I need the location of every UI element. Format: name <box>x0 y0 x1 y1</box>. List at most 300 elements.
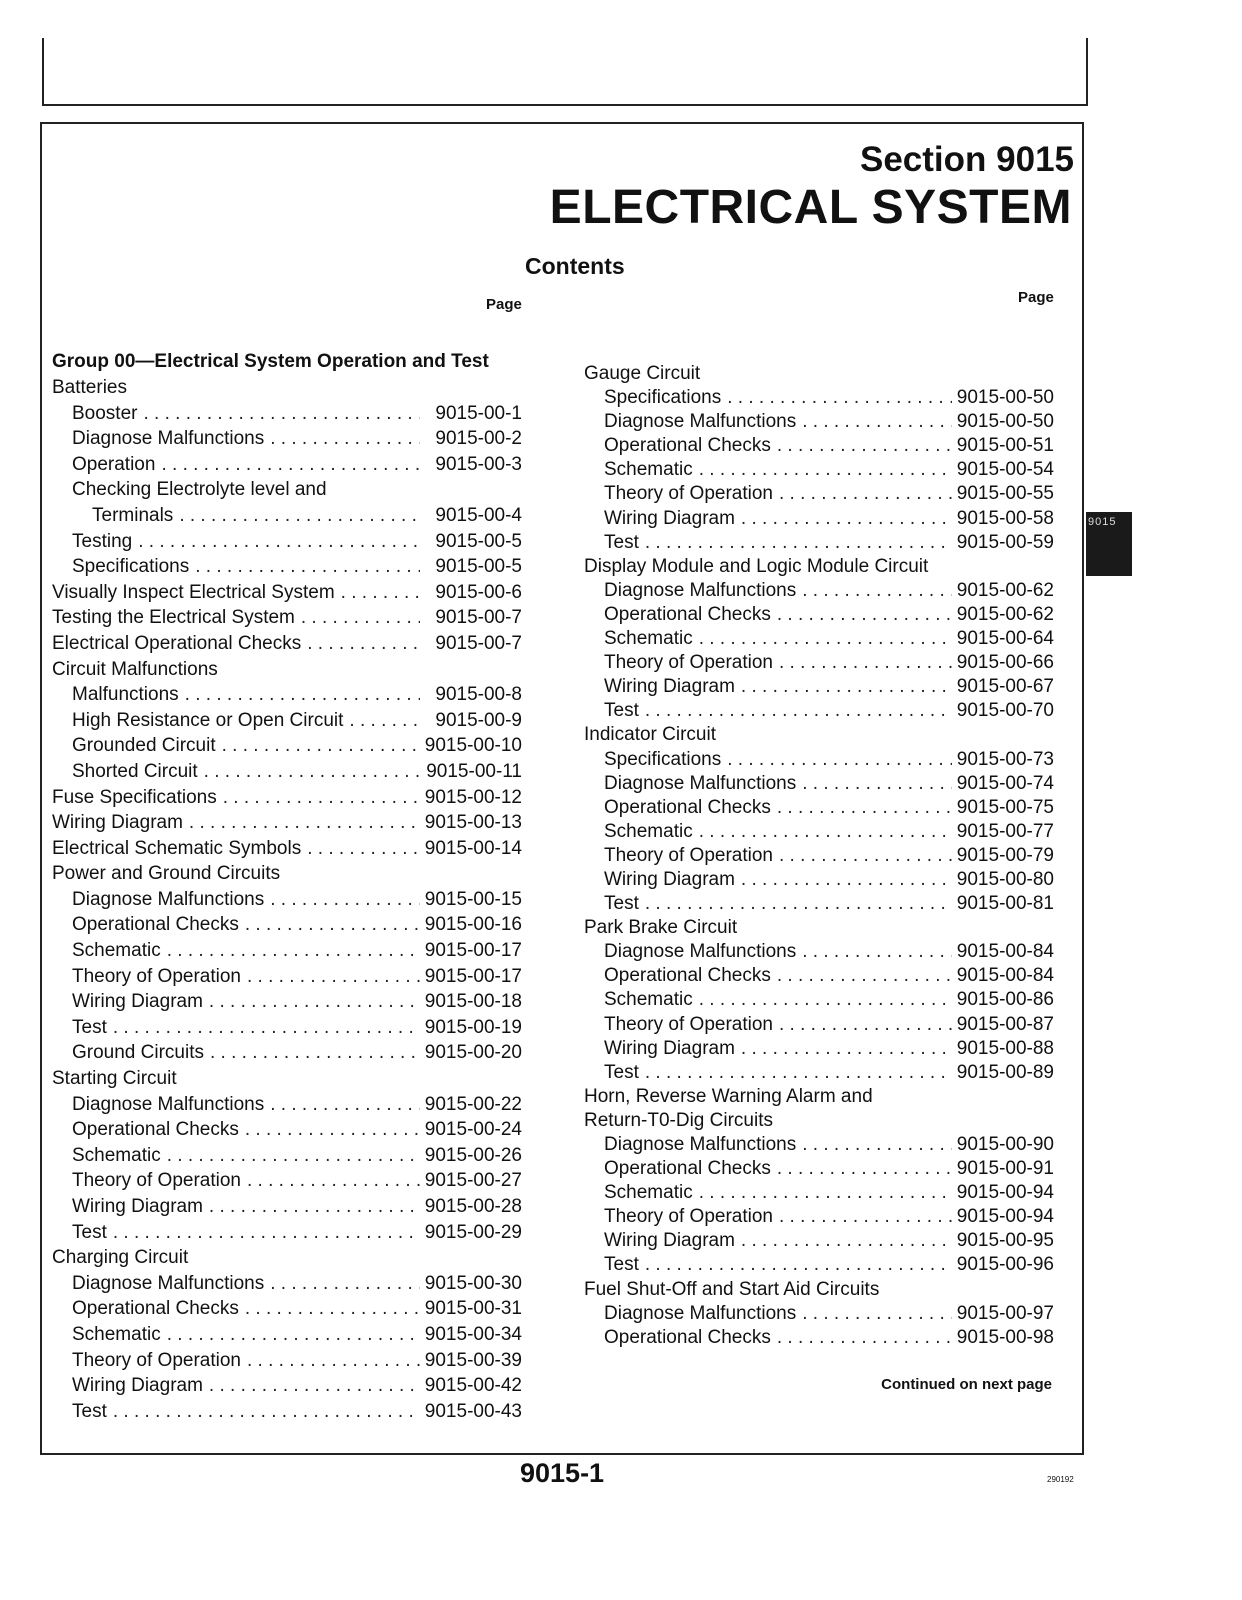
toc-entry-title: Diagnose Malfunctions <box>72 428 265 450</box>
page-number: 9015-1 <box>520 1458 605 1488</box>
toc-entry-page: 9015-00-8 <box>435 684 522 706</box>
toc-entry-title: Operational Checks <box>72 1119 239 1141</box>
toc-entry <box>52 785 522 811</box>
dot-leader <box>173 503 420 529</box>
toc-entry-page: 9015-00-55 <box>956 483 1054 505</box>
toc-entry <box>52 708 522 734</box>
dot-leader <box>264 426 420 452</box>
toc-entry-title: Charging Circuit <box>52 1247 189 1269</box>
toc-entry <box>584 1253 1054 1277</box>
dot-leader <box>773 482 952 506</box>
toc-entry <box>52 810 522 836</box>
toc-entry-title: Diagnose Malfunctions <box>604 772 797 794</box>
toc-entry <box>52 964 522 990</box>
dot-leader <box>179 682 420 708</box>
toc-entry-page: 9015-00-5 <box>435 530 522 552</box>
toc-entry-title: Electrical Operational Checks <box>52 632 302 654</box>
toc-entry-title: Diagnose Malfunctions <box>72 1272 265 1294</box>
dot-leader <box>343 708 420 734</box>
toc-entry-title: Operational Checks <box>72 914 239 936</box>
toc-entry <box>52 733 522 759</box>
dot-leader <box>693 458 952 482</box>
dot-leader <box>198 759 420 785</box>
toc-entry <box>584 1205 1054 1229</box>
toc-entry-title: Wiring Diagram <box>604 507 735 529</box>
toc-entry-title: Starting Circuit <box>52 1068 177 1090</box>
toc-entry <box>52 759 522 785</box>
dot-leader <box>639 699 952 723</box>
toc-entry <box>584 940 1054 964</box>
toc-entry-page: 9015-00-91 <box>956 1158 1054 1180</box>
toc-right-column <box>584 362 1054 1350</box>
toc-entry <box>52 580 522 606</box>
toc-entry-title: Visually Inspect Electrical System <box>52 581 335 603</box>
toc-entry-page: 9015-00-4 <box>435 504 522 526</box>
toc-entry-title: Test <box>72 1400 107 1422</box>
toc-entry <box>52 887 522 913</box>
dot-leader <box>264 887 420 913</box>
dot-leader <box>107 1399 420 1425</box>
toc-entry-page: 9015-00-94 <box>956 1206 1054 1228</box>
toc-entry <box>584 627 1054 651</box>
toc-entry <box>52 1271 522 1297</box>
toc-entry <box>584 892 1054 916</box>
toc-entry-title: Shorted Circuit <box>72 760 198 782</box>
dot-leader <box>735 507 952 531</box>
toc-entry <box>584 1037 1054 1061</box>
toc-entry <box>584 988 1054 1012</box>
dot-leader <box>771 796 952 820</box>
toc-entry <box>584 458 1054 482</box>
dot-leader <box>161 1322 420 1348</box>
toc-entry <box>584 482 1054 506</box>
dot-leader <box>301 836 420 862</box>
toc-entry-title: Operational Checks <box>72 1298 239 1320</box>
toc-entry-title: Theory of Operation <box>72 965 241 987</box>
toc-entry <box>584 507 1054 531</box>
toc-entry-title: Schematic <box>604 1182 693 1204</box>
toc-entry-page: 9015-00-22 <box>424 1093 522 1115</box>
toc-entry <box>584 1302 1054 1326</box>
toc-entry-page: 9015-00-12 <box>424 786 522 808</box>
toc-entry-title: Testing the Electrical System <box>52 607 295 629</box>
toc-entry-title: Operational Checks <box>604 1158 771 1180</box>
dot-leader <box>693 627 952 651</box>
toc-entry-title: Diagnose Malfunctions <box>604 941 797 963</box>
toc-entry <box>584 844 1054 868</box>
toc-entry-title: Theory of Operation <box>72 1170 241 1192</box>
dot-leader <box>264 1271 420 1297</box>
toc-entry <box>584 1061 1054 1085</box>
dot-leader <box>796 579 952 603</box>
toc-entry <box>584 410 1054 434</box>
toc-entry <box>52 554 522 580</box>
section-side-tab <box>1086 512 1132 576</box>
toc-entry-page: 9015-00-75 <box>956 796 1054 818</box>
dot-leader <box>639 1253 952 1277</box>
section-title: ELECTRICAL SYSTEM <box>549 181 1072 234</box>
toc-entry-title: Malfunctions <box>72 684 179 706</box>
toc-entry <box>584 651 1054 675</box>
toc-entry-page: 9015-00-86 <box>956 989 1054 1011</box>
toc-entry-title: Indicator Circuit <box>584 724 716 746</box>
toc-entry <box>52 861 522 887</box>
toc-entry <box>584 362 1054 386</box>
dot-leader <box>239 1296 420 1322</box>
toc-entry-title: Theory of Operation <box>604 844 773 866</box>
dot-leader <box>239 912 420 938</box>
dot-leader <box>295 605 420 631</box>
toc-entry-page: 9015-00-73 <box>956 748 1054 770</box>
dot-leader <box>693 988 952 1012</box>
toc-entry-title: Test <box>72 1221 107 1243</box>
toc-entry <box>584 386 1054 410</box>
toc-entry-page: 9015-00-42 <box>424 1375 522 1397</box>
dot-leader <box>796 940 952 964</box>
toc-entry <box>584 796 1054 820</box>
toc-entry-page: 9015-00-2 <box>435 428 522 450</box>
toc-entry <box>52 836 522 862</box>
toc-entry-page: 9015-00-87 <box>956 1013 1054 1035</box>
dot-leader <box>335 580 420 606</box>
dot-leader <box>216 733 420 759</box>
toc-entry <box>52 477 522 503</box>
toc-entry-page: 9015-00-43 <box>424 1400 522 1422</box>
dot-leader <box>241 964 420 990</box>
toc-entry-title: Test <box>604 531 639 553</box>
toc-entry-title: Ground Circuits <box>72 1042 204 1064</box>
toc-entry <box>52 605 522 631</box>
toc-entry-title: Horn, Reverse Warning Alarm and <box>584 1085 873 1107</box>
toc-entry-page: 9015-00-39 <box>424 1349 522 1371</box>
toc-entry-title: Theory of Operation <box>604 652 773 674</box>
toc-entry-title: Display Module and Logic Module Circuit <box>584 555 929 577</box>
toc-entry-title: Operational Checks <box>604 1326 771 1348</box>
dot-leader <box>796 1133 952 1157</box>
toc-entry-page: 9015-00-88 <box>956 1037 1054 1059</box>
toc-entry <box>52 1015 522 1041</box>
toc-entry-title: Fuse Specifications <box>52 786 217 808</box>
toc-entry <box>52 989 522 1015</box>
toc-entry-page: 9015-00-16 <box>424 914 522 936</box>
toc-entry <box>584 579 1054 603</box>
toc-entry-title: Gauge Circuit <box>584 363 701 384</box>
toc-entry-page: 9015-00-67 <box>956 676 1054 698</box>
toc-entry-title: Wiring Diagram <box>604 676 735 698</box>
page-column-header-right: Page <box>1018 289 1054 306</box>
toc-entry <box>52 1348 522 1374</box>
toc-entry-title: Fuel Shut-Off and Start Aid Circuits <box>584 1278 880 1300</box>
toc-entry <box>52 1322 522 1348</box>
toc-entry <box>52 631 522 657</box>
toc-entry-title: Batteries <box>52 377 127 398</box>
toc-entry <box>52 1168 522 1194</box>
toc-entry-title: Theory of Operation <box>604 483 773 505</box>
dot-leader <box>161 1143 420 1169</box>
dot-leader <box>155 452 420 478</box>
toc-entry <box>52 1373 522 1399</box>
toc-entry-title: Wiring Diagram <box>72 1375 203 1397</box>
toc-entry-title: Testing <box>72 530 133 552</box>
toc-entry-title: Schematic <box>604 989 693 1011</box>
dot-leader <box>771 964 952 988</box>
toc-entry <box>584 1133 1054 1157</box>
toc-left-entries <box>52 375 522 1424</box>
toc-entry-title: Diagnose Malfunctions <box>604 411 797 433</box>
toc-entry <box>52 912 522 938</box>
dot-leader <box>771 434 952 458</box>
toc-entry <box>52 1092 522 1118</box>
toc-entry-page: 9015-00-62 <box>956 579 1054 601</box>
toc-entry-title: Wiring Diagram <box>72 991 203 1013</box>
dot-leader <box>771 1157 952 1181</box>
toc-entry <box>584 699 1054 723</box>
toc-entry-page: 9015-00-70 <box>956 700 1054 722</box>
toc-entry-page: 9015-00-5 <box>435 556 522 578</box>
toc-entry-page: 9015-00-59 <box>956 531 1054 553</box>
toc-entry <box>52 452 522 478</box>
dot-leader <box>301 631 420 657</box>
toc-entry <box>584 1181 1054 1205</box>
toc-entry <box>584 868 1054 892</box>
toc-entry <box>52 375 522 401</box>
toc-entry <box>52 1296 522 1322</box>
dot-leader <box>203 1373 420 1399</box>
toc-entry-title: Schematic <box>604 820 693 842</box>
toc-entry-title: Theory of Operation <box>604 1206 773 1228</box>
toc-entry <box>52 938 522 964</box>
contents-heading: Contents <box>525 253 625 279</box>
toc-entry-title: Schematic <box>604 628 693 650</box>
toc-entry <box>584 603 1054 627</box>
toc-entry-page: 9015-00-13 <box>424 812 522 834</box>
toc-entry-page: 9015-00-3 <box>435 453 522 475</box>
toc-entry-page: 9015-00-97 <box>956 1302 1054 1324</box>
toc-entry-title: Operational Checks <box>604 435 771 457</box>
toc-entry <box>52 529 522 555</box>
toc-entry <box>52 1143 522 1169</box>
toc-entry-title: Test <box>604 1061 639 1083</box>
toc-right-entries <box>584 362 1054 1350</box>
toc-entry-title: Checking Electrolyte level and <box>72 479 327 501</box>
toc-entry-page: 9015-00-7 <box>435 632 522 654</box>
toc-entry-title: Test <box>72 1016 107 1038</box>
side-tab-label: 9015 <box>1088 516 1117 528</box>
toc-entry-page: 9015-00-94 <box>956 1182 1054 1204</box>
dot-leader <box>189 554 420 580</box>
toc-entry-title: Specifications <box>72 556 190 578</box>
toc-entry-title: Operation <box>72 453 156 475</box>
toc-entry-page: 9015-00-18 <box>424 991 522 1013</box>
toc-entry-page: 9015-00-29 <box>424 1221 522 1243</box>
toc-entry-page: 9015-00-62 <box>956 603 1054 625</box>
toc-entry-title: Park Brake Circuit <box>584 917 738 939</box>
dot-leader <box>735 868 952 892</box>
toc-entry <box>584 1157 1054 1181</box>
toc-entry-page: 9015-00-77 <box>956 820 1054 842</box>
toc-entry-title: Diagnose Malfunctions <box>604 1302 797 1324</box>
toc-entry <box>584 531 1054 555</box>
toc-entry-title: Diagnose Malfunctions <box>604 579 797 601</box>
top-frame-border <box>42 38 1088 106</box>
toc-entry <box>584 1229 1054 1253</box>
toc-entry-page: 9015-00-95 <box>956 1230 1054 1252</box>
toc-entry-title: Operational Checks <box>604 965 771 987</box>
toc-entry <box>52 426 522 452</box>
toc-entry <box>584 772 1054 796</box>
dot-leader <box>161 938 420 964</box>
dot-leader <box>241 1348 420 1374</box>
toc-entry-title: Wiring Diagram <box>604 868 735 890</box>
toc-entry-title: Test <box>604 1254 639 1276</box>
toc-entry-page: 9015-00-64 <box>956 628 1054 650</box>
toc-entry-page: 9015-00-9 <box>435 709 522 731</box>
dot-leader <box>796 410 952 434</box>
toc-entry-page: 9015-00-90 <box>956 1134 1054 1155</box>
toc-entry-title: Terminals <box>92 504 174 526</box>
toc-entry-title: Diagnose Malfunctions <box>72 888 265 910</box>
dot-leader <box>773 844 952 868</box>
toc-entry-title: Wiring Diagram <box>604 1230 735 1252</box>
toc-entry-title: Operational Checks <box>604 796 771 818</box>
dot-leader <box>203 1194 420 1220</box>
section-label: Section 9015 <box>860 140 1074 179</box>
toc-entry-page: 9015-00-34 <box>424 1323 522 1345</box>
toc-entry-page: 9015-00-26 <box>424 1144 522 1166</box>
toc-entry-page: 9015-00-14 <box>424 837 522 859</box>
toc-entry-title: Diagnose Malfunctions <box>72 1093 265 1115</box>
toc-entry-page: 9015-00-31 <box>424 1298 522 1320</box>
toc-entry-page: 9015-00-24 <box>424 1119 522 1141</box>
toc-entry-page: 9015-00-17 <box>424 940 522 962</box>
toc-entry <box>52 1040 522 1066</box>
dot-leader <box>132 529 420 555</box>
dot-leader <box>264 1092 420 1118</box>
dot-leader <box>721 386 952 410</box>
toc-entry-title: Schematic <box>604 459 693 481</box>
toc-entry <box>584 1109 1054 1133</box>
dot-leader <box>796 772 952 796</box>
toc-entry-page: 9015-00-6 <box>435 581 522 603</box>
toc-entry-title: Wiring Diagram <box>72 1196 203 1217</box>
toc-entry-title: Operational Checks <box>604 603 771 625</box>
toc-entry-page: 9015-00-30 <box>424 1272 522 1294</box>
toc-entry <box>584 748 1054 772</box>
dot-leader <box>239 1117 420 1143</box>
toc-entry-page: 9015-00-80 <box>956 868 1054 890</box>
toc-entry-page: 9015-00-84 <box>956 965 1054 987</box>
dot-leader <box>771 603 952 627</box>
toc-entry-page: 9015-00-17 <box>424 965 522 987</box>
document-code: 290192 <box>1047 1475 1074 1484</box>
toc-entry-title: Specifications <box>604 748 722 770</box>
toc-entry-title: Circuit Malfunctions <box>52 658 218 680</box>
toc-entry <box>52 1220 522 1246</box>
toc-entry <box>584 1278 1054 1302</box>
toc-entry-page: 9015-00-19 <box>424 1016 522 1038</box>
toc-entry-title: Power and Ground Circuits <box>52 863 281 885</box>
toc-entry <box>52 1194 522 1220</box>
toc-entry-page: 9015-00-51 <box>956 435 1054 457</box>
toc-entry-title: Test <box>604 893 639 915</box>
toc-entry-page: 9015-00-74 <box>956 772 1054 794</box>
dot-leader <box>203 989 420 1015</box>
dot-leader <box>639 1061 952 1085</box>
dot-leader <box>735 1229 952 1253</box>
group-title: Group 00—Electrical System Operation and Test <box>52 351 489 372</box>
toc-entry-page: 9015-00-27 <box>424 1170 522 1192</box>
dot-leader <box>771 1326 952 1350</box>
continued-note: Continued on next page <box>881 1376 1052 1393</box>
toc-entry <box>584 723 1054 747</box>
toc-entry-page: 9015-00-15 <box>424 888 522 910</box>
toc-entry-title: Specifications <box>604 387 722 409</box>
toc-entry-page: 9015-00-1 <box>435 402 522 424</box>
toc-entry <box>584 820 1054 844</box>
dot-leader <box>735 675 952 699</box>
toc-entry-page: 9015-00-50 <box>956 411 1054 433</box>
toc-entry-page: 9015-00-79 <box>956 844 1054 866</box>
dot-leader <box>183 810 420 836</box>
toc-entry <box>584 675 1054 699</box>
toc-entry-title: Diagnose Malfunctions <box>604 1134 797 1155</box>
toc-entry-page: 9015-00-84 <box>956 941 1054 963</box>
toc-entry-title: Grounded Circuit <box>72 735 216 757</box>
toc-entry-page: 9015-00-11 <box>426 760 522 782</box>
dot-leader <box>773 1205 952 1229</box>
dot-leader <box>796 1302 952 1326</box>
dot-leader <box>735 1037 952 1061</box>
dot-leader <box>204 1040 420 1066</box>
toc-entry <box>584 916 1054 940</box>
dot-leader <box>773 651 952 675</box>
toc-entry-title: Schematic <box>72 1144 161 1166</box>
toc-entry <box>52 503 522 529</box>
toc-entry-title: Wiring Diagram <box>604 1037 735 1059</box>
toc-entry-page: 9015-00-28 <box>424 1196 522 1217</box>
toc-entry <box>52 1117 522 1143</box>
dot-leader <box>693 1181 952 1205</box>
toc-entry-title: Theory of Operation <box>72 1349 241 1371</box>
toc-entry-page: 9015-00-54 <box>956 459 1054 481</box>
toc-entry <box>52 657 522 683</box>
dot-leader <box>639 892 952 916</box>
toc-entry <box>584 1013 1054 1037</box>
toc-entry-title: Wiring Diagram <box>52 812 183 834</box>
toc-entry-page: 9015-00-66 <box>956 652 1054 674</box>
toc-entry <box>52 401 522 427</box>
toc-entry <box>52 682 522 708</box>
toc-entry <box>52 1399 522 1425</box>
toc-entry-title: Return-T0-Dig Circuits <box>584 1109 773 1131</box>
toc-entry <box>584 1326 1054 1350</box>
dot-leader <box>721 748 952 772</box>
toc-entry-page: 9015-00-10 <box>424 735 522 757</box>
toc-entry-page: 9015-00-7 <box>435 607 522 629</box>
toc-entry-title: Booster <box>72 402 138 424</box>
toc-entry-page: 9015-00-89 <box>956 1061 1054 1083</box>
page-column-header-left: Page <box>486 296 522 313</box>
toc-entry-title: Schematic <box>72 1323 161 1345</box>
toc-entry-title: Theory of Operation <box>604 1013 773 1035</box>
toc-entry <box>584 555 1054 579</box>
toc-entry <box>584 964 1054 988</box>
dot-leader <box>773 1013 952 1037</box>
dot-leader <box>107 1015 420 1041</box>
toc-entry-page: 9015-00-50 <box>956 387 1054 409</box>
toc-entry-page: 9015-00-20 <box>424 1042 522 1064</box>
toc-entry-title: Electrical Schematic Symbols <box>52 837 302 859</box>
